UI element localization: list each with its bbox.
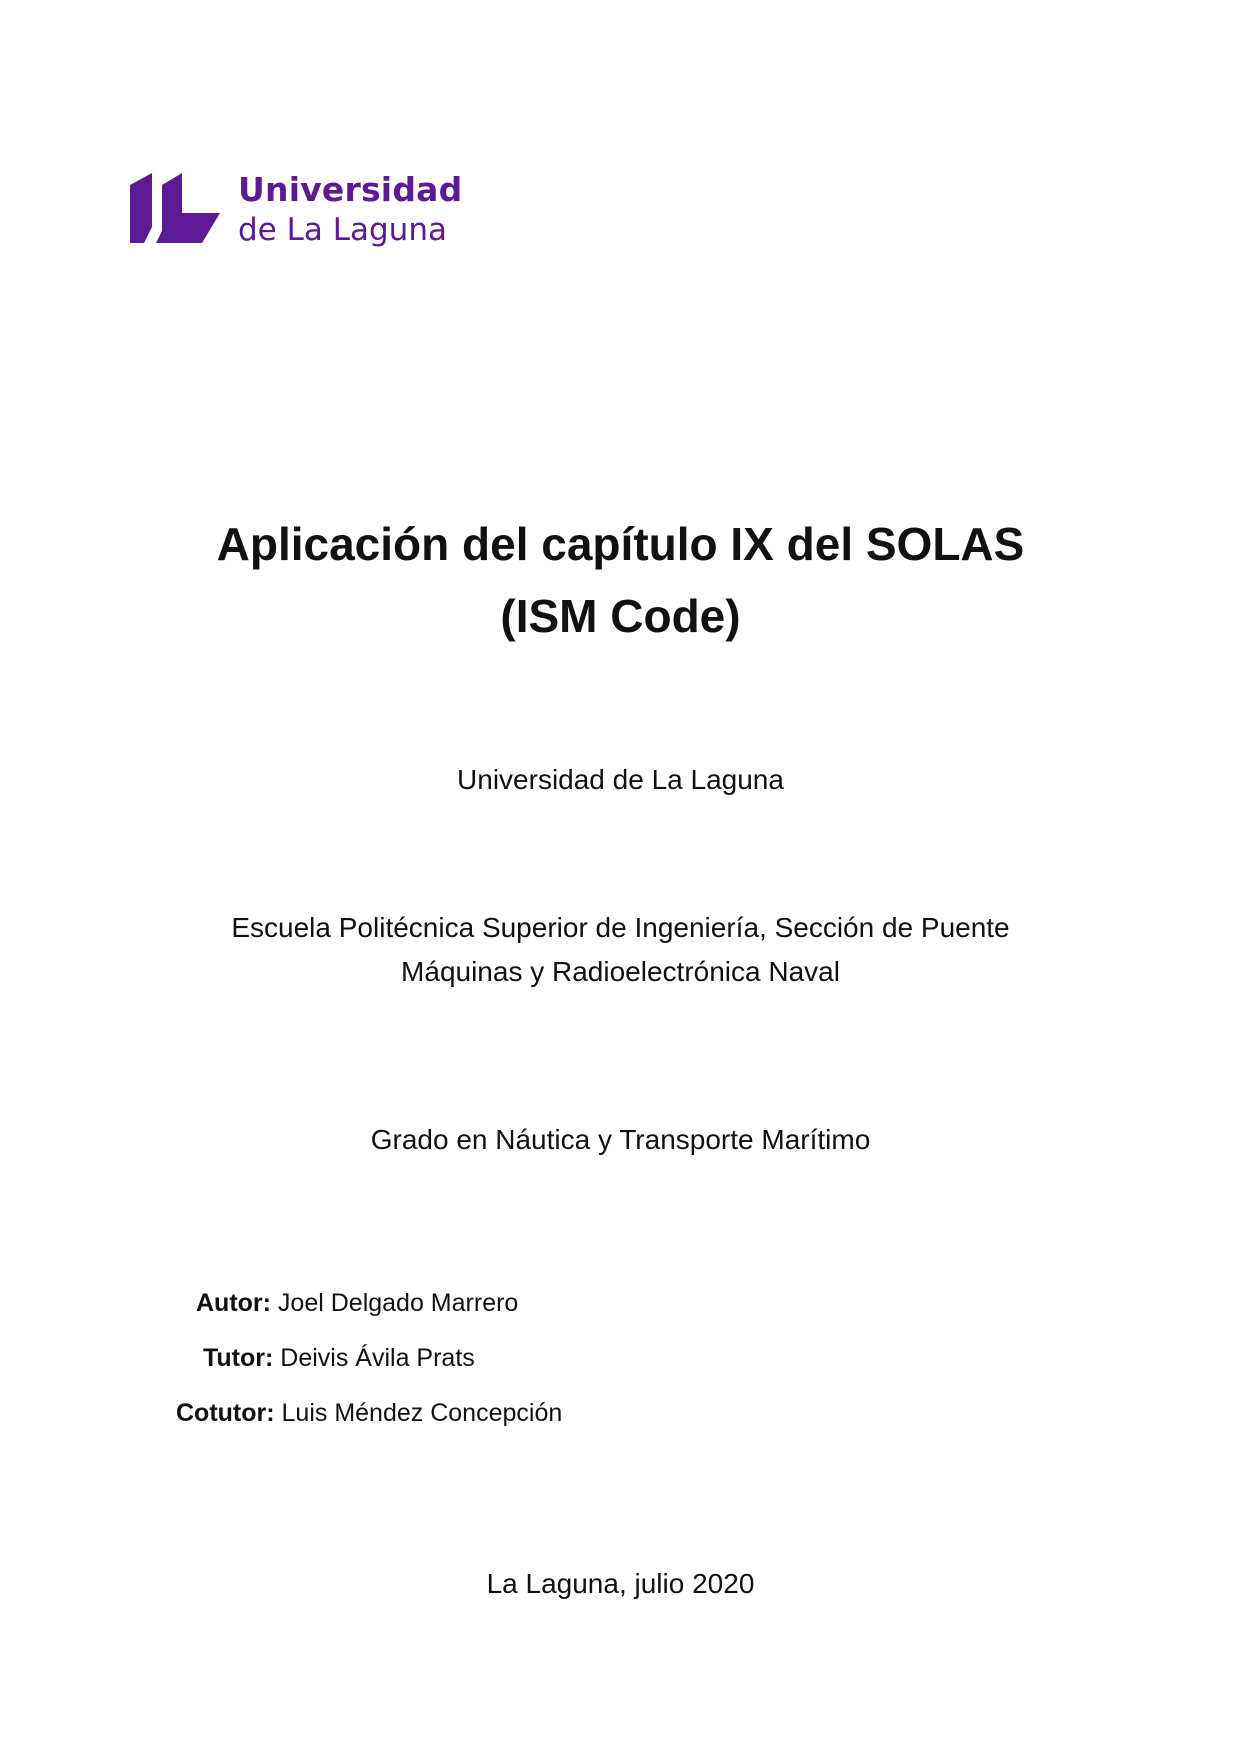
cotutor-name: Luis Méndez Concepción <box>274 1399 563 1427</box>
document-title <box>0 508 1241 652</box>
logo-line-2: de La Laguna <box>238 212 447 248</box>
school-line-1: Escuela Politécnica Superior de Ingeniería, Sección de Puente <box>231 912 1010 943</box>
credit-tutor <box>203 1341 475 1375</box>
school-line-2: Máquinas y Radioelectrónica Naval <box>401 956 840 987</box>
place-date: La Laguna, julio 2020 <box>486 1568 755 1599</box>
tutor-label: Tutor: <box>203 1344 274 1372</box>
cotutor-label: Cotutor: <box>176 1399 275 1427</box>
autor-name: Joel Delgado Marrero <box>270 1289 519 1317</box>
credit-autor <box>196 1286 518 1320</box>
credit-cotutor <box>176 1396 562 1430</box>
logo-wordmark <box>238 170 462 250</box>
ull-logo-icon <box>130 173 220 243</box>
school-name <box>0 906 1241 994</box>
degree-name: Grado en Náutica y Transporte Marítimo <box>370 1124 871 1155</box>
autor-label: Autor: <box>196 1289 271 1317</box>
title-line-1: Aplicación del capítulo IX del SOLAS <box>216 518 1025 570</box>
university-logo <box>130 170 470 250</box>
title-line-2: (ISM Code) <box>500 590 741 642</box>
university-name: Universidad de La Laguna <box>457 764 784 795</box>
tutor-name: Deivis Ávila Prats <box>273 1344 475 1372</box>
logo-line-1: Universidad <box>238 170 463 209</box>
